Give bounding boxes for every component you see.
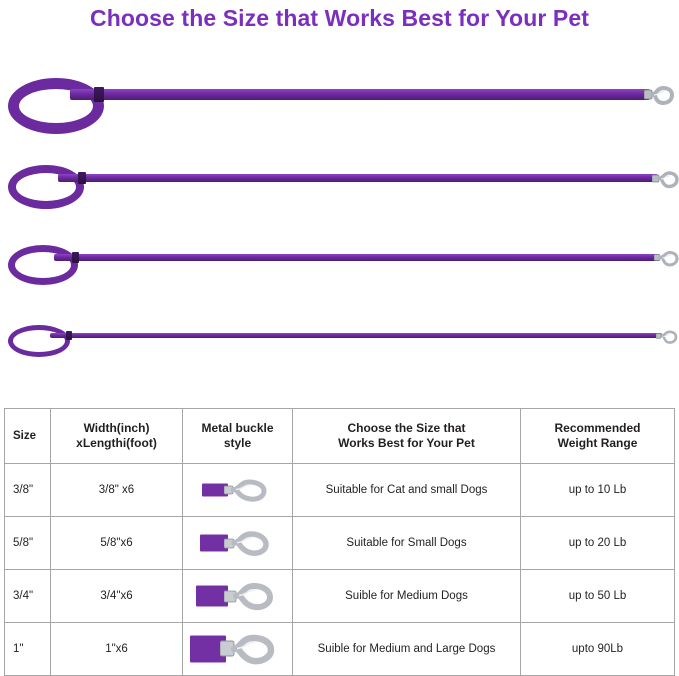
- cell-size: 5/8": [5, 517, 51, 570]
- cell-buckle-style: [183, 570, 293, 623]
- column-header-recommendation: Choose the Size that Works Best for Your Pet: [293, 409, 521, 464]
- leash-illustrations: [0, 40, 679, 395]
- cell-width-length: 5/8"x6: [51, 517, 183, 570]
- cell-size: 3/4": [5, 570, 51, 623]
- handle-loop-icon: [8, 245, 78, 285]
- table-header-row: [5, 409, 675, 464]
- leash-strap: [54, 254, 660, 261]
- cell-size: 1": [5, 623, 51, 676]
- column-header-weight-range: Recommended Weight Range: [521, 409, 675, 464]
- cell-weight-range: up to 20 Lb: [521, 517, 675, 570]
- cell-recommendation: Suible for Medium and Large Dogs: [293, 623, 521, 676]
- cell-buckle-style: [183, 464, 293, 517]
- cell-width-length: 3/4"x6: [51, 570, 183, 623]
- leash-strap: [70, 89, 650, 100]
- table-row: [5, 623, 675, 676]
- snap-hook-icon: [654, 248, 679, 268]
- snap-hook-icon: [224, 477, 272, 503]
- strap-keeper: [66, 331, 72, 340]
- snap-hook-icon: [644, 82, 674, 108]
- handle-loop-icon: [8, 78, 104, 134]
- snap-hook-icon: [224, 581, 278, 611]
- snap-hook-icon: [656, 328, 678, 345]
- cell-width-length: 1"x6: [51, 623, 183, 676]
- strap-keeper: [72, 252, 79, 263]
- snap-hook-icon: [220, 633, 280, 665]
- cell-recommendation: Suitable for Small Dogs: [293, 517, 521, 570]
- cell-buckle-style: [183, 623, 293, 676]
- leash-strap: [50, 333, 662, 338]
- cell-width-length: 3/8" x6: [51, 464, 183, 517]
- buckle-image-medium: [183, 521, 292, 565]
- size-spec-table: [4, 408, 675, 676]
- cell-buckle-style: [183, 517, 293, 570]
- column-header-size: Size: [5, 409, 51, 464]
- cell-recommendation: Suitable for Cat and small Dogs: [293, 464, 521, 517]
- snap-hook-icon: [224, 529, 274, 557]
- leash-strap: [58, 174, 658, 182]
- page-title: Choose the Size that Works Best for Your Pet: [90, 4, 589, 31]
- cell-recommendation: Suible for Medium Dogs: [293, 570, 521, 623]
- table-row: [5, 517, 675, 570]
- buckle-image-heavy-duty: [183, 627, 292, 671]
- table-row: [5, 464, 675, 517]
- cell-weight-range: up to 10 Lb: [521, 464, 675, 517]
- strap-keeper: [78, 172, 86, 184]
- snap-hook-icon: [652, 168, 679, 190]
- strap-keeper: [94, 87, 104, 102]
- handle-loop-icon: [8, 325, 70, 357]
- column-header-buckle-style: Metal buckle style: [183, 409, 293, 464]
- cell-size: 3/8": [5, 464, 51, 517]
- cell-weight-range: up to 50 Lb: [521, 570, 675, 623]
- handle-loop-icon: [8, 165, 84, 209]
- cell-weight-range: upto 90Lb: [521, 623, 675, 676]
- column-header-width-length: Width(inch) xLengthi(foot): [51, 409, 183, 464]
- buckle-image-small: [183, 468, 292, 512]
- buckle-image-large: [183, 574, 292, 618]
- table-row: [5, 570, 675, 623]
